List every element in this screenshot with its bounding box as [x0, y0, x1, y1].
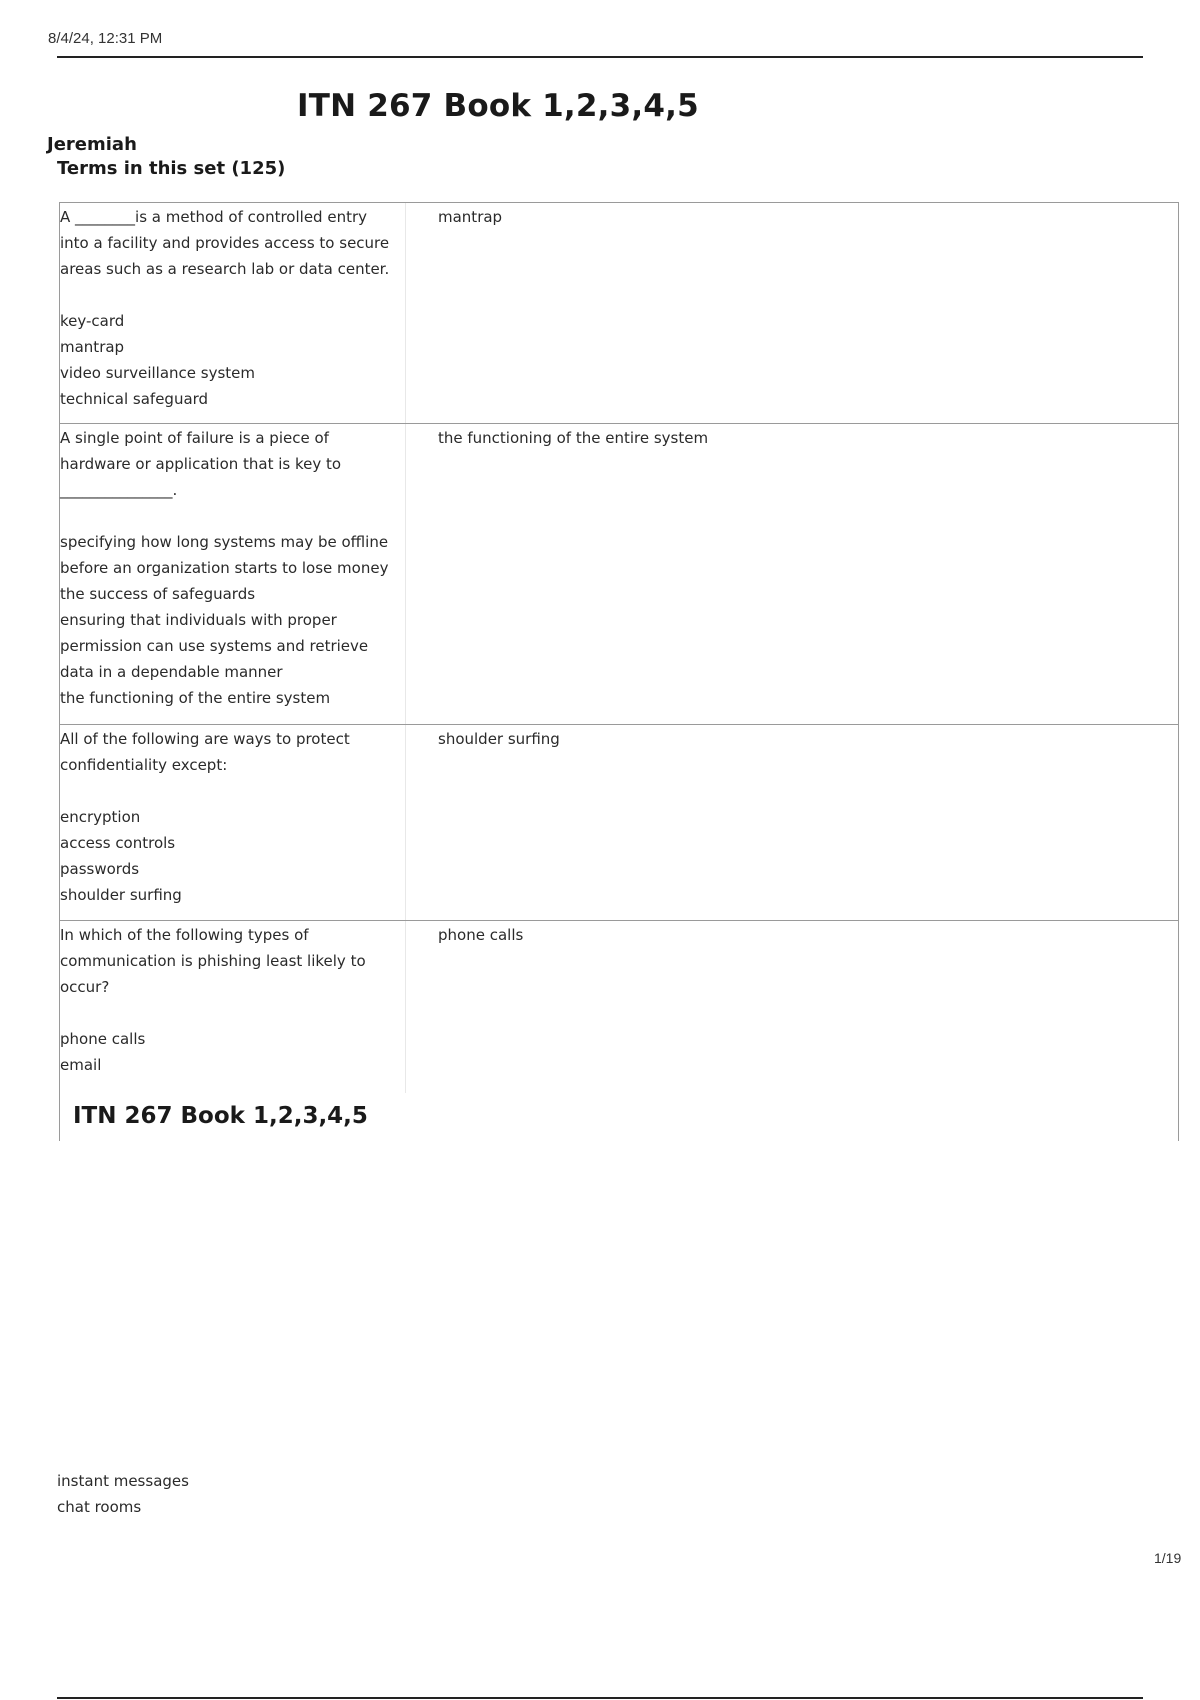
term-text: [60, 921, 405, 1078]
term-line: A single point of failure is a piece of: [60, 429, 329, 447]
definition-text: the functioning of the entire system: [438, 429, 709, 447]
term-line: permission can use systems and retrieve: [60, 637, 369, 655]
term-line: specifying how long systems may be offline: [60, 533, 389, 551]
overflow-options: [57, 1468, 189, 1520]
definition-text: phone calls: [438, 926, 524, 944]
term-line: areas such as a research lab or data center.: [60, 260, 390, 278]
term-line: _______________.: [60, 481, 178, 499]
page-number: 1/19: [1154, 1550, 1182, 1566]
term-line: mantrap: [60, 338, 125, 356]
definition-text: mantrap: [438, 208, 503, 226]
term-line: email: [60, 1056, 102, 1074]
term-line: ensuring that individuals with proper: [60, 611, 337, 629]
term-line: [60, 778, 405, 804]
term-line: occur?: [60, 978, 110, 996]
term-line: shoulder surfing: [60, 886, 182, 904]
term-cell: [60, 921, 406, 1093]
term-line: In which of the following types of: [60, 926, 309, 944]
term-line: before an organization starts to lose money: [60, 559, 389, 577]
term-line: the functioning of the entire system: [60, 689, 331, 707]
term-line: passwords: [60, 860, 140, 878]
option-text: instant messages: [57, 1472, 189, 1490]
term-line: technical safeguard: [60, 390, 209, 408]
term-line: confidentiality except:: [60, 756, 228, 774]
term-line: communication is phishing least likely to: [60, 952, 366, 970]
term-line: [60, 1000, 405, 1026]
footer-rule: [57, 1697, 1143, 1699]
term-text: [60, 424, 405, 711]
term-cell: [60, 424, 406, 724]
term-line: All of the following are ways to protect: [60, 730, 350, 748]
flashcard-table: [59, 202, 1179, 1141]
term-line: video surveillance system: [60, 364, 256, 382]
terms-count-heading: Terms in this set (125): [57, 158, 286, 179]
term-cell: [60, 725, 406, 920]
term-line: access controls: [60, 834, 176, 852]
flashcard-row: [60, 725, 1178, 921]
flashcard-row: [60, 424, 1178, 725]
term-line: encryption: [60, 808, 141, 826]
term-line: [60, 282, 405, 308]
print-timestamp: 8/4/24, 12:31 PM: [48, 30, 163, 47]
running-title: ITN 267 Book 1,2,3,4,5: [73, 1103, 368, 1129]
term-line: phone calls: [60, 1030, 146, 1048]
author-name: Jeremiah: [47, 134, 137, 155]
term-line: hardware or application that is key to: [60, 455, 342, 473]
term-line: the success of safeguards: [60, 585, 256, 603]
term-line: key-card: [60, 312, 125, 330]
term-line: data in a dependable manner: [60, 663, 283, 681]
term-line: into a facility and provides access to secure: [60, 234, 390, 252]
term-text: [60, 725, 405, 908]
term-cell: [60, 203, 406, 423]
definition-text: shoulder surfing: [438, 730, 560, 748]
option-text: chat rooms: [57, 1498, 142, 1516]
header-rule: [57, 56, 1143, 58]
term-line: A ________is a method of controlled entry: [60, 208, 368, 226]
term-text: [60, 203, 405, 412]
flashcard-row: [60, 203, 1178, 424]
document-title: ITN 267 Book 1,2,3,4,5: [297, 88, 699, 124]
term-line: [60, 503, 405, 529]
